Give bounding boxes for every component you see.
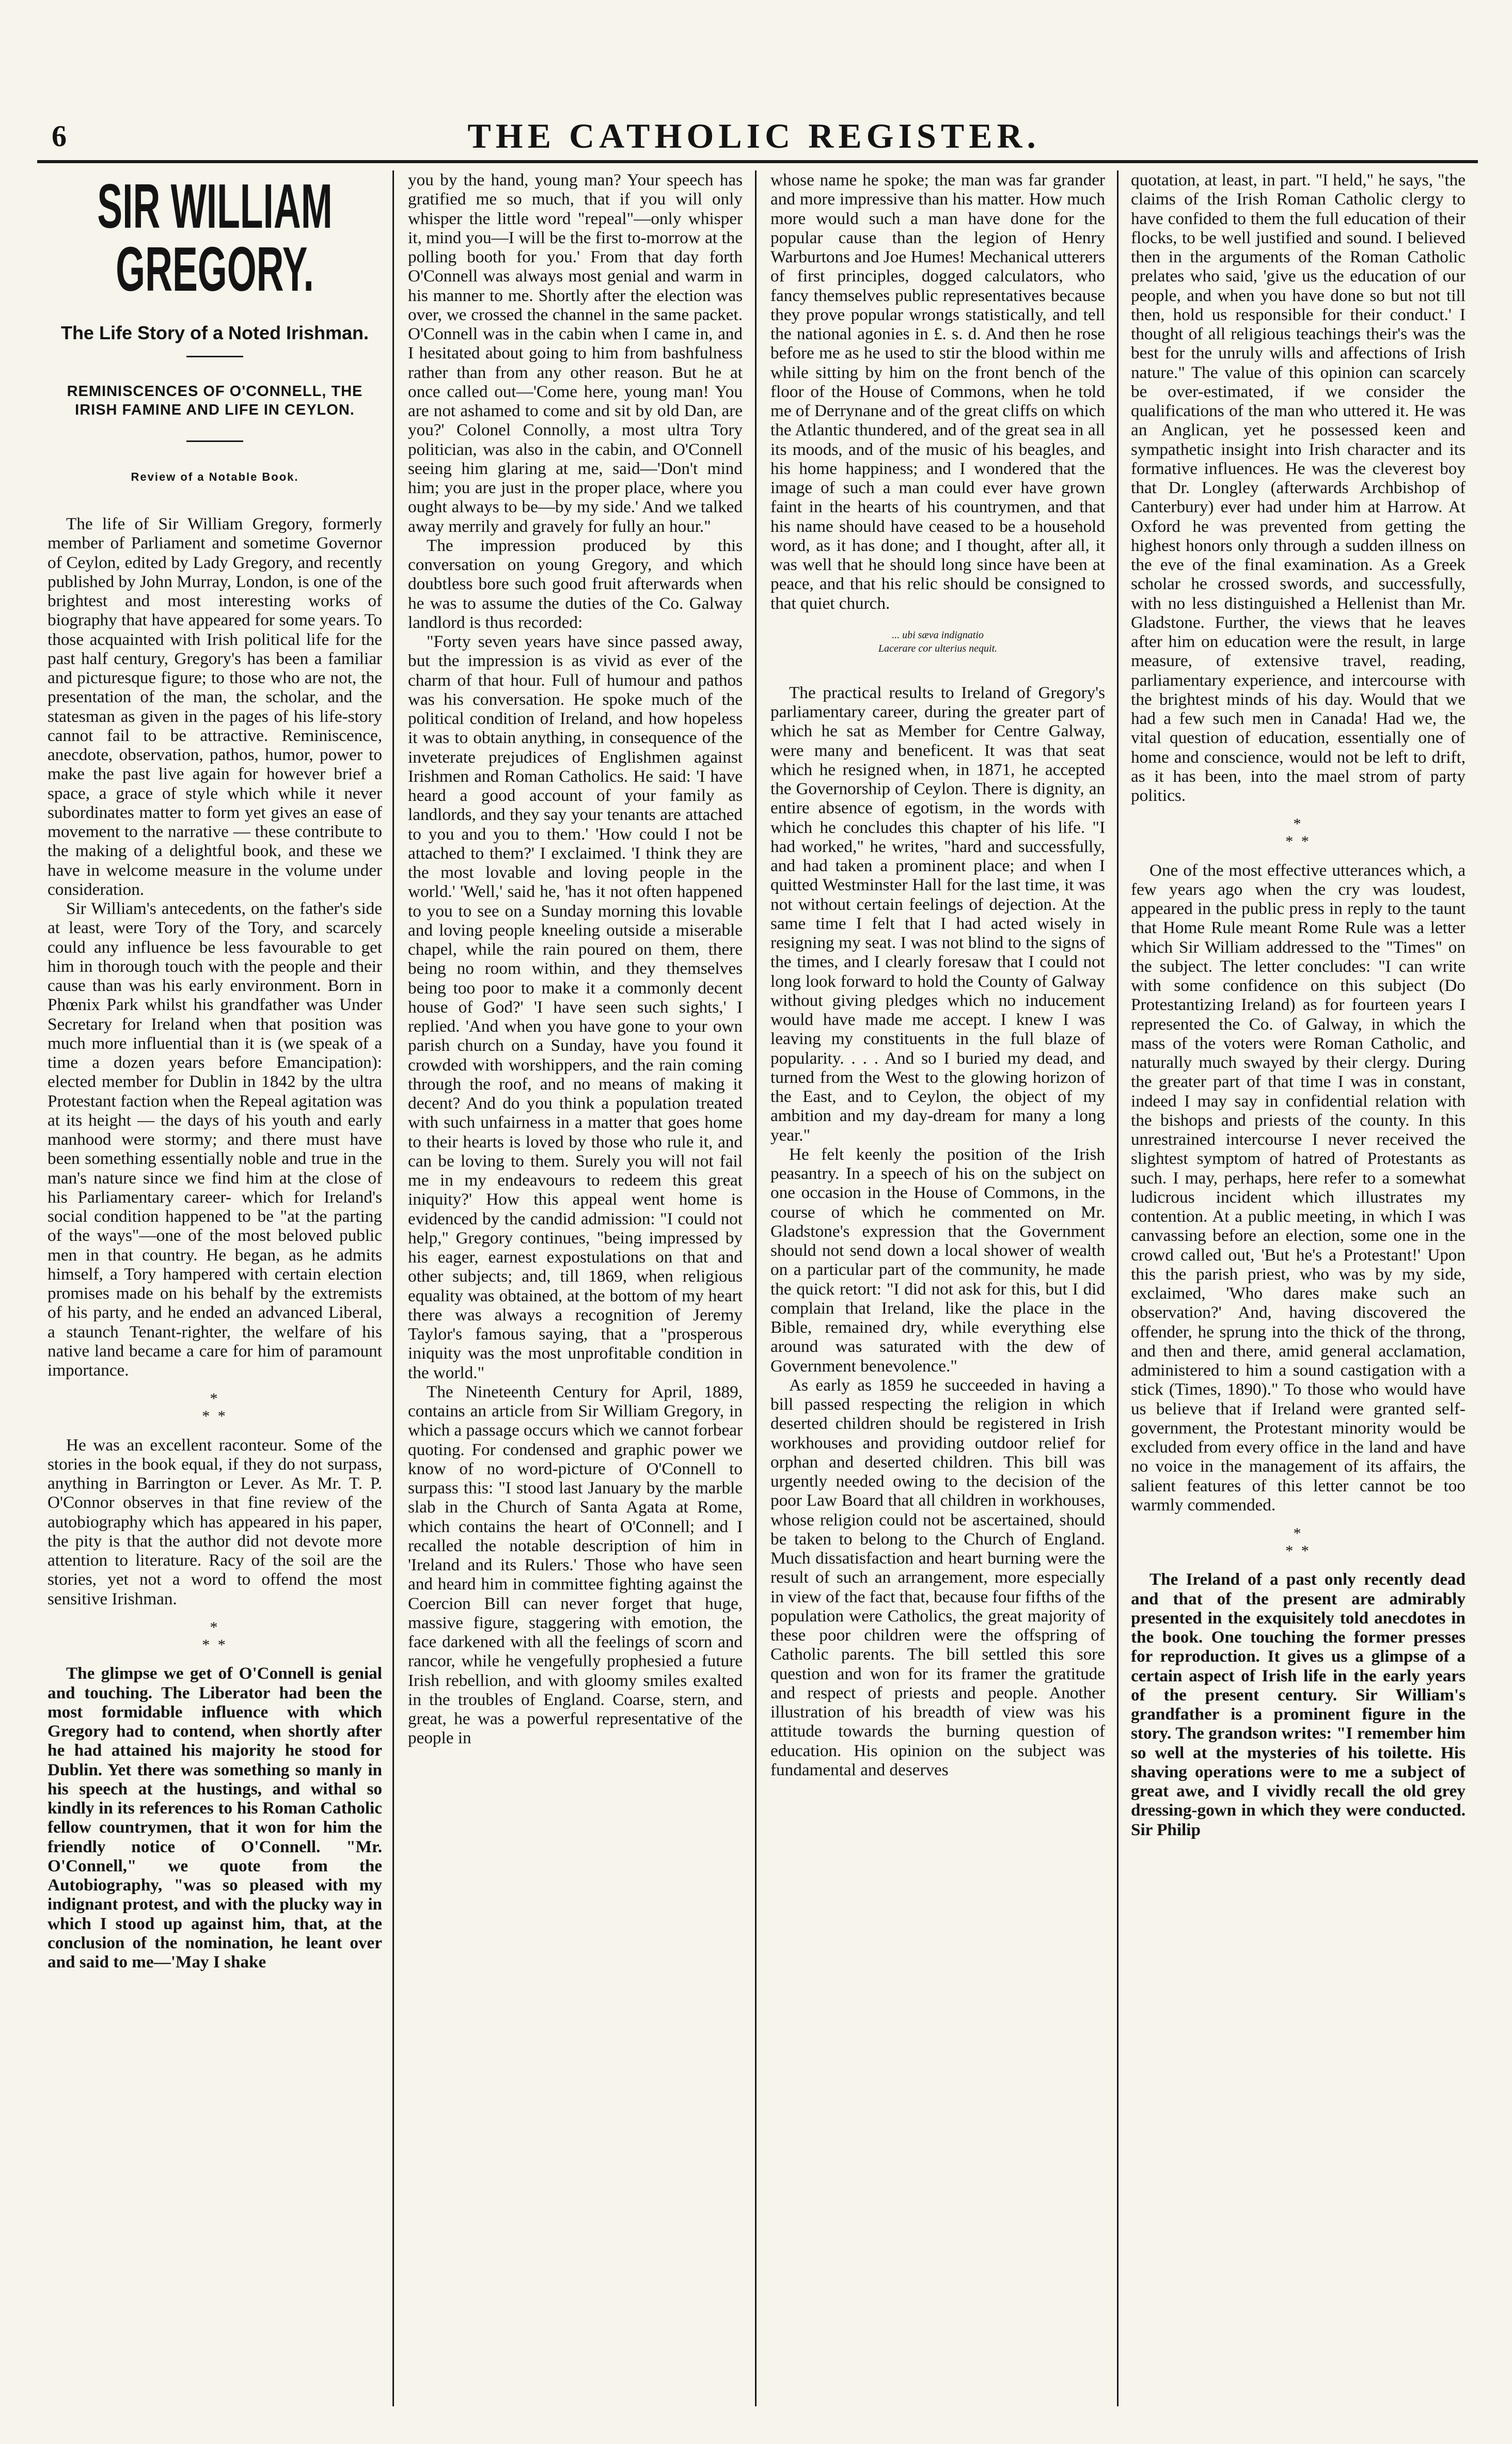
section-stars: * * * — [1285, 815, 1311, 850]
column-2 — [408, 170, 743, 2442]
newspaper-title: THE CATHOLIC REGISTER. — [467, 116, 1041, 155]
review-line: Review of a Notable Book. — [131, 470, 299, 483]
paragraph: He was an excellent raconteur. Some of the stories in the book equal, if they do not surpass, anything in Barrington or Lever. As Mr. T. P. O'Connor observes in that fine review of the autobiography which has appeared in his paper, the pity is that the author did not devote more attention to literature. Racy of the soil are the stories, yet not a word to offend the most sensitive Irishman. — [48, 1435, 382, 1609]
paragraph: The Ireland of a past only recently dead and that of the present are admirably presented in the exquisitely told anecdotes in the book. One touching the former presses for reproduction. It gives us a glimpse of a certain aspect of Irish life in the early years of the present century. Sir William's grandfather is a prominent figure in the story. The grandson writes: "I remember him so well at the mysteries of his toilette. His shaving operations were to me a subject of great awe, and I vividly recall the old grey dressing-gown in which they were conducted. Sir Philip — [1131, 1570, 1466, 1839]
divider — [186, 440, 243, 442]
column-1 — [48, 170, 382, 2442]
paragraph: you by the hand, young man? Your speech has gratified me so much, that if you will only whisper the little word "repeal"—only whisper it, mind you—I will be the first to-morrow at the polling booth for you.' From that day forth O'Connell was always most genial and warm in his manner to me. Shortly after the election was over, we crossed the channel in the same packet. O'Connell was in the cabin when I came in, and I hesitated about going to him from bashfulness rather than from any other reason. But he at once called out—'Come here, young man! You are not ashamed to come and sit by old Dan, are you?' Colonel Connolly, a most ultra Tory politician, was also in the cabin, and O'Connell seeing him glaring at me, said—'Don't mind him; you are just in the proper place, where you ought always to be—by my side.' And we talked away merrily and gravely for fully an hour." — [408, 170, 743, 536]
paragraph: The life of Sir William Gregory, formerly member of Parliament and sometime Governor of Ceylon, edited by Lady Gregory, and recently published by John Murray, London, is one of the brightest and most interesting works of biography that have appeared for some years. To those acquainted with Irish political life for the past half century, Gregory's has been a familiar and picturesque figure; to those who are not, the presentation of the man, the scholar, and the statesman as given in the pages of his life-story cannot fail to be attractive. Reminiscence, anecdote, observation, pathos, humor, power to make the past live again for however brief a space, a grace of style which while it never subordinates matter to form yet gives an ease of movement to the narrative — these contribute to the making of a delightful book, and these we have in welcome measure in the volume under consideration. — [48, 514, 382, 899]
section-stars: * * * — [202, 1390, 228, 1425]
paragraph: quotation, at least, in part. "I held," he says, "the claims of the Irish Roman Catholic clergy to have confided to them the full education of their flocks, to be well justified and sound. I believed then in the arguments of the Roman Catholic prelates who said, 'give us the education of our people, and when you have done so but not till then, hold us responsible for their conduct.' I thought of all religious teachings their's was the best for the unruly wills and affections of Irish nature." The value of this opinion can scarcely be over-estimated, if we consider the qualifications of the man who uttered it. He was an Anglican, yet he possessed keen and sympathetic insight into Irish character and its formative influences. He was the cleverest boy that Dr. Longley (afterwards Archbishop of Canterbury) ever had under him at Harrow. At Oxford he was prevented from getting the highest honors only through a sudden illness on the eve of the final examination. As a Greek scholar he crossed swords, and successfully, with no less distinguished a Hellenist than Mr. Gladstone. Further, the views that he leaves after him on education were the result, in large measure, of extensive travel, reading, parliamentary experience, and intercourse with the brightest minds of his day. Would that we had a few such men in Canada! Had we, the vital question of education, essentially one of home and conscience, would not be left to drift, as it has been, into the mael strom of party politics. — [1131, 170, 1466, 805]
column-3 — [770, 170, 1105, 2442]
column-rule-1 — [392, 170, 394, 2406]
column-4 — [1131, 170, 1466, 2442]
paragraph: The glimpse we get of O'Connell is genial and touching. The Liberator had been the most formidable influence with which Gregory had to contend, when shortly after he had attained his majority he stood for Dublin. Yet there was something so manly in his speech at the hustings, and withal so kindly in its references to his Roman Catholic fellow countrymen, that it won for him the friendly notice of O'Connell. "Mr. O'Connell," we quote from the Autobiography, "was so pleased with my indignant protest, and with the plucky way in which I stood up against him, that, at the conclusion of the nomination, he leant over and said to me—'May I shake — [48, 1664, 382, 1972]
section-stars: * * * — [1285, 1525, 1311, 1559]
latin-quote — [770, 628, 1105, 655]
paragraph: Sir William's antecedents, on the father's side at least, were Tory of the Tory, and scarcely could any influence be less favourable to get him in thorough touch with the people and their cause than was his early environment. Born in Phœnix Park whilst his grandfather was Under Secretary for Ireland when that position was much more influential than it is (we speak of a time a dozen years before Emancipation): elected member for Dublin in 1842 by the ultra Protestant faction when the Repeal agitation was at its height — the days of his youth and early manhood were stormy; and there must have been something essentially noble and true in the man's nature since we find him at the close of his Parliamentary career- which for Ireland's social condition happened to be "at the parting of the ways"—one of the most beloved public men in that country. He began, as he admits himself, a Tory hampered with certain election promises made on his behalf by the extremists of his party, and he ended an advanced Liberal, a staunch Tenant-righter, the welfare of his native land became a care for him of paramount importance. — [48, 899, 382, 1380]
divider — [186, 356, 243, 357]
header-rule — [37, 160, 1478, 163]
deck: REMINISCENCES OF O'CONNELL, THE IRISH FAMINE AND LIFE IN CEYLON. — [67, 383, 363, 419]
section-stars: * * * — [202, 1618, 228, 1653]
latin-quote-line: Lacerare cor ulterius nequit. — [878, 642, 998, 654]
column-rule-3 — [1117, 170, 1119, 2406]
paragraph: The impression produced by this conversation on young Gregory, and which doubtless bore such good fruit afterwards when he was to assume the duties of the Co. Galway landlord is thus recorded: — [408, 535, 743, 632]
column-rule-2 — [755, 170, 757, 2406]
paragraph: He felt keenly the position of the Irish peasantry. In a speech of his on the subject on one occasion in the House of Commons, in the course of which he commented on Mr. Gladstone's expression that the Government should not send down a local shower of wealth on a particular part of the community, he made the quick retort: "I did not ask for this, but I did complain that Ireland, like the place in the Bible, remained dry, while everything else around was saturated with the dew of Government benevolence." — [770, 1144, 1105, 1376]
latin-quote-line: ... ubi sæva indignatio — [892, 629, 984, 641]
paragraph: The practical results to Ireland of Gregory's parliamentary career, during the greater part of which he sat as Member for Centre Galway, were many and beneficent. It was that seat which he resigned when, in 1871, he accepted the Governorship of Ceylon. There is dignity, an entire absence of egotism, in the words with which he concludes this chapter of his life. "I had worked," he writes, "hard and successfully, and had taken a prominent place; and when I quitted Westminster Hall for the last time, it was not without certain feelings of dejection. At the same time I felt that I had acted wisely in resigning my seat. I was not blind to the signs of the times, and I clearly foresaw that I could not long look forward to hold the County of Galway without giving pledges which no inducement would have made me accept. I knew I was leaving my constituents in the full blaze of popularity. . . . And so I buried my dead, and turned from the West to the glowing horizon of the East, and to Ceylon, the object of my ambition and my day-dream for many a long year." — [770, 683, 1105, 1145]
paragraph: One of the most effective utterances which, a few years ago when the cry was loudest, appeared in the public press in reply to the taunt that Home Rule meant Rome Rule was a letter which Sir William addressed to the "Times" on the subject. The letter concludes: "I can write with some confidence on this subject (Do Protestantizing Ireland) as for fourteen years I represented the Co. of Galway, in which the mass of the voters were Roman Catholic, and naturally much swayed by their clergy. During the greater part of that time I was in constant, indeed I may say in confidential relation with the bishops and priests of the county. In this unrestrained intercourse I never received the slightest symptom of hatred of Protestants as such. I may, perhaps, here refer to a somewhat ludicrous incident which illustrates my contention. At a public meeting, in which I was canvassing before an election, some one in the crowd called out, 'But he's a Protestant!' Upon this the parish priest, who was by my side, exclaimed, 'Who dares make such an observation?' And, having discovered the offender, he sprung into the thick of the throng, and then and there, amid general acclamation, administered to him a sound castigation with a stick (Times, 1890)." To those who would have us believe that if Ireland were granted self-government, the Protestant minority would be excluded from every office in the land and have no voice in the management of its affairs, the salient features of this letter cannot be too warmly commended. — [1131, 860, 1466, 1515]
masthead — [36, 116, 1472, 155]
headline: SIR WILLIAM GREGORY. — [97, 171, 333, 304]
paragraph: whose name he spoke; the man was far grander and more impressive than his matter. How much more would such a man have done for the popular cause than the legion of Henry Warburtons and Joe Humes! Mechanical utterers of first principles, dogged calculators, who fancy themselves public representatives because they prove popular wrongs statistically, and tell the national agonies in £. s. d. And then he rose before me as he used to stir the blood within me while sitting by him on the front bench of the floor of the House of Commons, when he told me of Derrynane and of the great cliffs on which the Atlantic thundered, and of the great sea in all its moods, and of the music of his beagles, and his home happiness; and I wondered that the image of such a man could ever have grown faint in the hearts of his countrymen, and that his name should have ceased to be a household word, as it has done; and I thought, after all, it was well that he should long since have been at peace, and that his relic should be consigned to that quiet church. — [770, 170, 1105, 613]
page-number: 6 — [52, 119, 67, 153]
paragraph: As early as 1859 he succeeded in having a bill passed respecting the religion in which deserted children should be registered in Irish workhouses and providing outdoor relief for orphan and deserted children. This bill was urgently needed owing to the decision of the poor Law Board that all children in workhouses, whose religion could not be ascertained, should be taken to belong to the Church of England. Much dissatisfaction and heart burning were the result of such an arrangement, more especially in view of the fact that, because four fifths of the population were Catholics, the great majority of these poor children were the offspring of Catholic parents. The bill settled this sore question and won for its framer the gratitude and respect of priests and people. Another illustration of his breadth of view was his attitude towards the burning question of education. His opinion on the subject was fundamental and deserves — [770, 1375, 1105, 1779]
paragraph: "Forty seven years have since passed away, but the impression is as vivid as ever of the charm of that hour. Full of humour and pathos was his conversation. He spoke much of the political condition of Ireland, and how hopeless it was to obtain anything, in consequence of the inveterate prejudices of Englishmen against Irishmen and Roman Catholics. He said: 'I have heard a good account of your family as landlords, and they say your tenants are attached to you and you to them.' 'How could I not be attached to them?' I exclaimed. 'I think they are the most lovable and loving people in the world.' 'Well,' said he, 'has it not often happened to you to see on a Sunday morning this lovable and loving people kneeling outside a miserable chapel, while the rain poured on them, there being no room within, and they themselves being too poor to make it a commonly decent house of God?' 'I have seen such sights,' I replied. 'And when you have gone to your own parish church on a Sunday, have you found it crowded with worshippers, and the rain coming through the roof, and no means of making it decent? And do you think a population treated with such unfairness in a matter that goes home to their hearts is loved by those who rule it, and can be loving to them. Surely you will not fail me in my endeavours to redeem this great iniquity?' How this appeal went home is evidenced by the candid admission: "I could not help," Gregory continues, "being impressed by his eager, earnest expostulations on that and other subjects; and, till 1869, when religious equality was obtained, at the bottom of my heart there was always a recognition of Jeremy Taylor's famous saying, that a "prosperous iniquity was the most unprofitable condition in the world." — [408, 632, 743, 1382]
paragraph: The Nineteenth Century for April, 1889, contains an article from Sir William Gregory, in which a passage occurs which we cannot forbear quoting. For condensed and graphic power we know of no word-picture of O'Connell to surpass this: "I stood last January by the marble slab in the Church of Santa Agata at Rome, which contains the heart of O'Connell; and I recalled the notable description of him in 'Ireland and its Rulers.' Those who have seen and heard him in committee fighting against the Coercion Bill can never forget that huge, massive figure, staggering with emotion, the face darkened with all the feelings of scorn and rancor, while he vengefully prophesied a future Irish rebellion, and with gloomy smiles exalted in the troubles of England. Coarse, stern, and great, he was a powerful representative of the people in — [408, 1382, 743, 1748]
subheadline: The Life Story of a Noted Irishman. — [60, 322, 369, 343]
